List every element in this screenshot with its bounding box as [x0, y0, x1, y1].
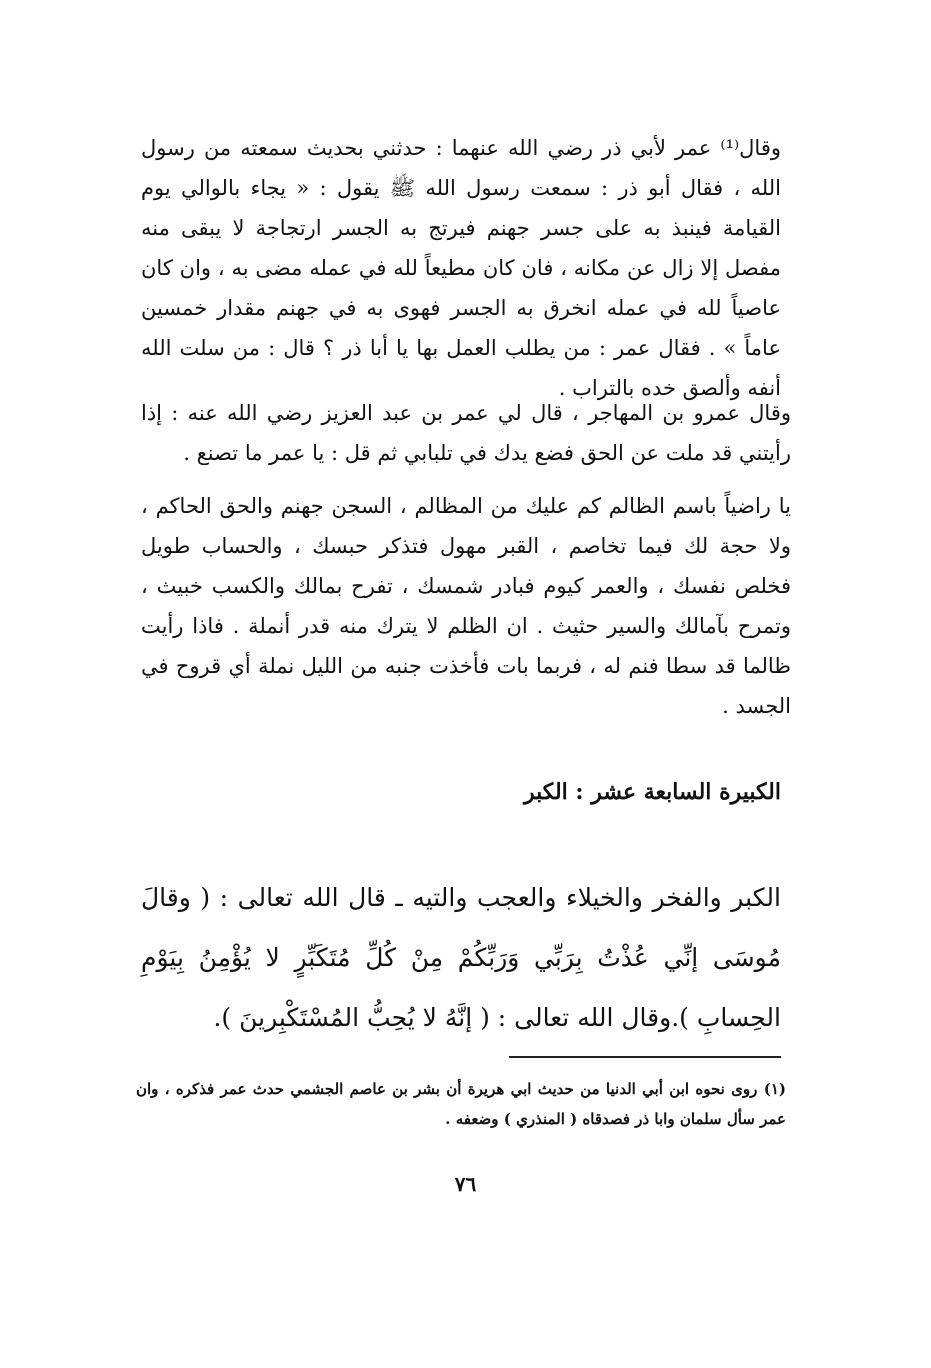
paragraph-amr-ibn-muhajir: وقال عمرو بن المهاجر ، قال لي عمر بن عبد العزيز رضي الله عنه : إذا رأيتني قد ملت عن الحق فضع يدك في تلبابي ثم قل : يا عمر ما تصنع . — [141, 401, 791, 465]
paragraph-omar-abu-dharr: وقال⁽¹⁾ عمر لأبي ذر رضي الله عنهما : حدثني بحديث سمعته من رسول الله ، فقال أبو ذر : سمعت رسول الله ﷺ يقول : « يجاء بالوالي يوم القيامة فينبذ به على جسر جهنم فيرتج به الجسر ارتجاجة لا يبقى منه مفصل إلا زال عن مكانه ، فان كان مطيعاً لله في عمله مضى به ، وان كان عاصياً لله في عمله انخرق به الجسر فهوى به في جهنم مقدار خمسين عاماً » . فقال عمر : من يطلب العمل بها يا أبا ذر ؟ قال : من سلت الله أنفه وألصق خده بالتراب . — [141, 136, 781, 400]
paragraph-arrogance-verses: الكبر والفخر والخيلاء والعجب والتيه ـ قال الله تعالى : ( وقالَ مُوسَى إنِّي عُذْتُ بِرَبِّي وَرَبِّكُمْ مِنْ كُلِّ مُتَكَبِّرٍ لا يُؤْمِنُ بِيَوْمِ الحِسابِ ).وقال الله تعالى : ( إنَّهُ لا يُحِبُّ المُسْتَكْبِرينَ ). — [141, 883, 781, 1032]
page-number: ٧٦ — [454, 1172, 477, 1196]
footnote-divider — [509, 1056, 781, 1058]
footnote: (١) روى نحوه ابن أبي الدنيا من حديث ابي هريرة أن بشر بن عاصم الجشمي حدث عمر فذكره ، وان عمر سأل سلمان وابا ذر فصدقاه ( المنذري ) وضعفه . — [136, 1080, 786, 1128]
section-heading: الكبيرة السابعة عشر : الكبر — [524, 779, 781, 805]
paragraph-oppressor-admonition: يا راضياً باسم الظالم كم عليك من المظالم ، السجن جهنم والحق الحاكم ، ولا حجة لك فيما تخاصم ، القبر مهول فتذكر حبسك ، والحساب طويل فخلص نفسك ، والعمر كيوم فبادر شمسك ، تفرح بمالك والكسب خبيث ، وتمرح بآمالك والسير حثيث . ان الظلم لا يترك منه قدر أنملة . فاذا رأيت ظالما قد سطا فنم له ، فربما بات فأخذت جنبه من الليل نملة أي قروح في الجسد . — [141, 494, 791, 718]
